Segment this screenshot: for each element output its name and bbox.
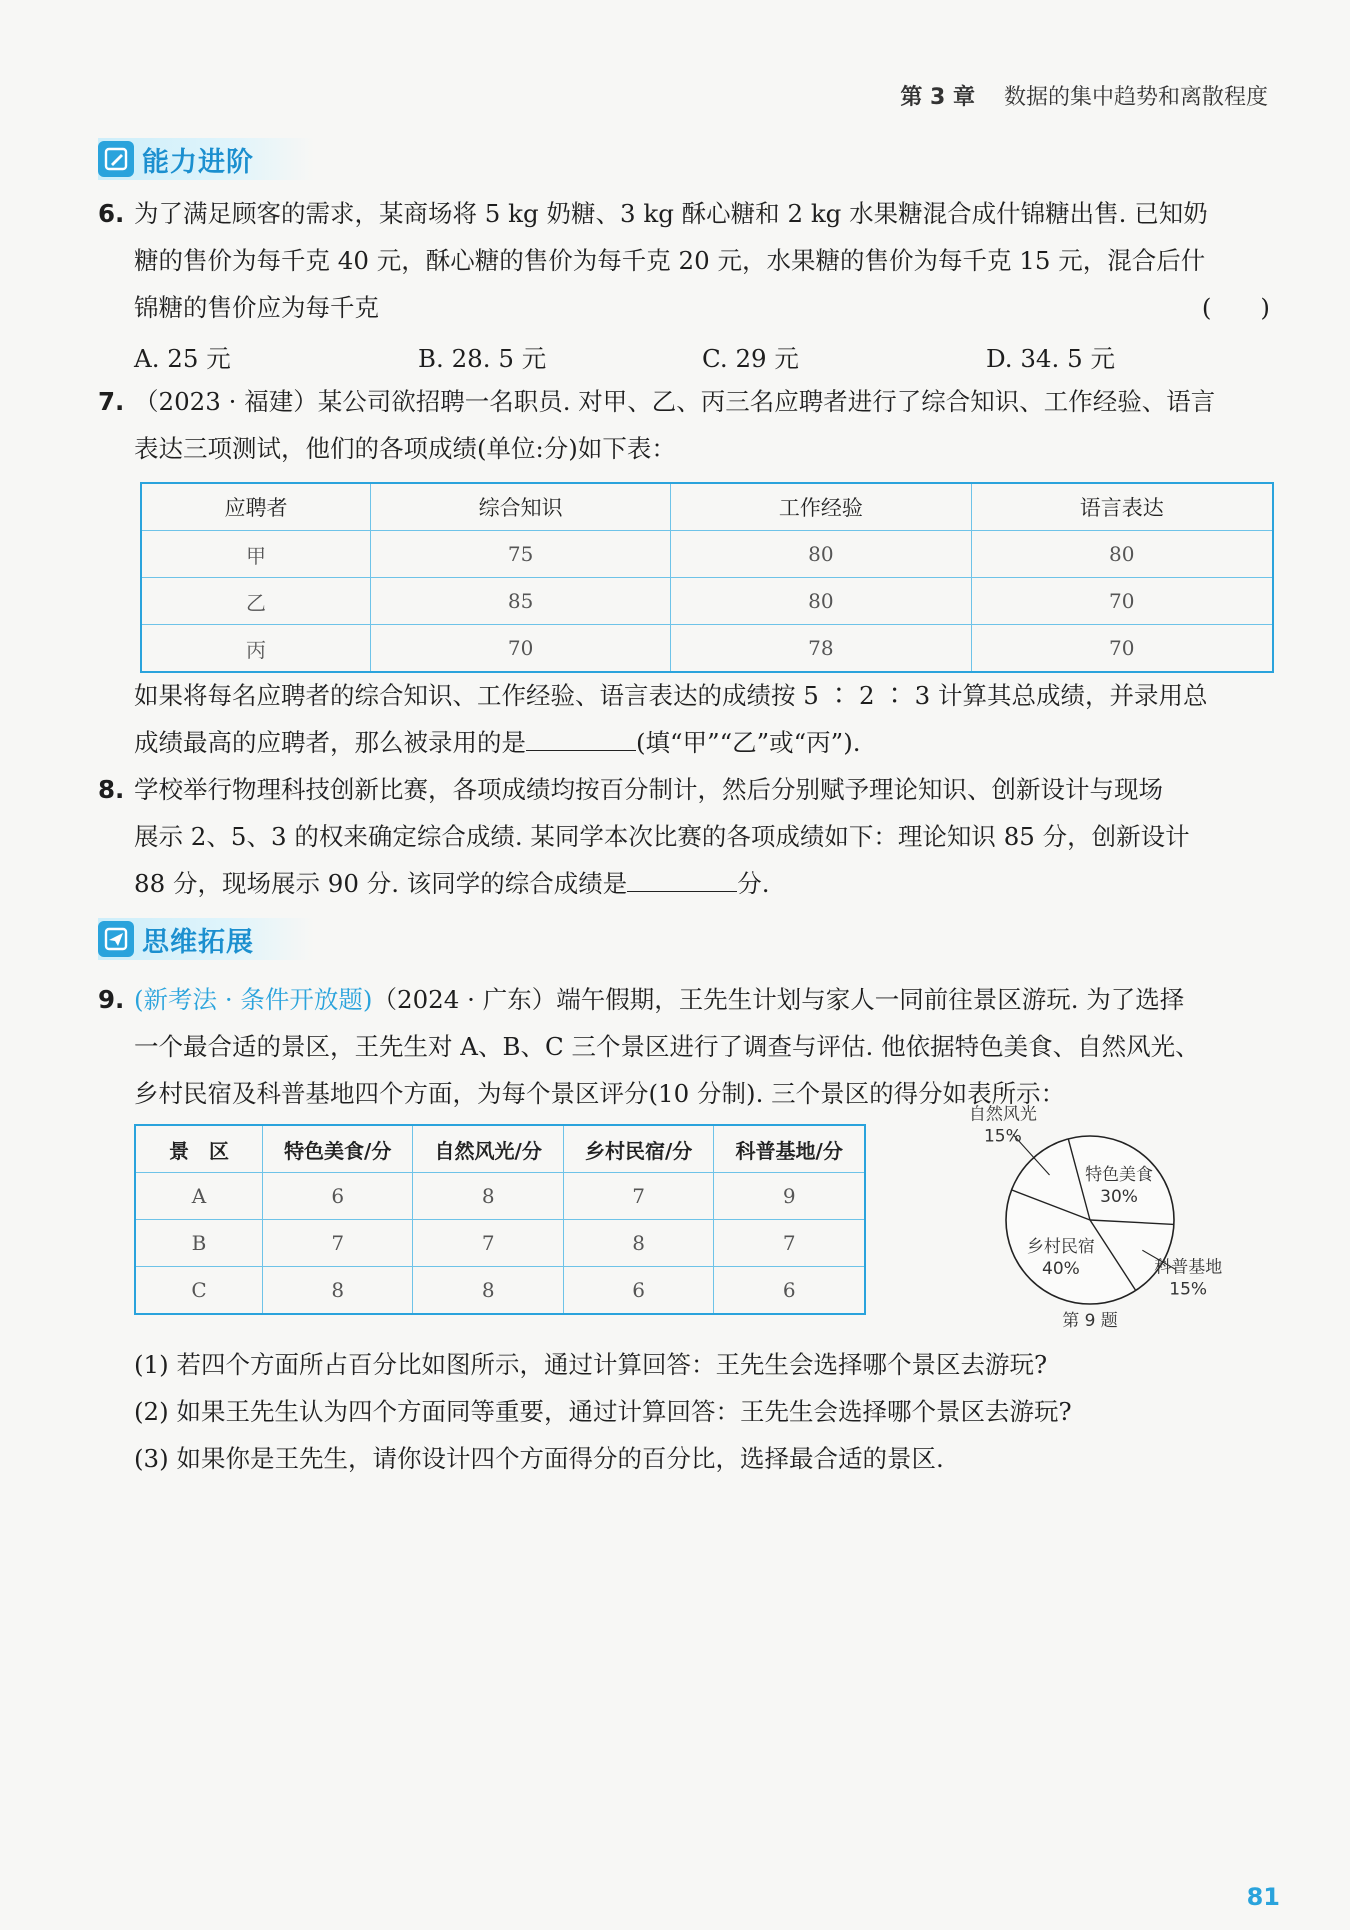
pie-percent-label: 15% <box>1169 1279 1208 1300</box>
option-c: C. 29 元 <box>702 344 799 373</box>
pie-slice-label <box>1154 1258 1222 1300</box>
question-number: 6. <box>98 199 125 228</box>
question-text-line: 锦糖的售价应为每千克 <box>134 293 379 322</box>
paper-plane-icon <box>98 921 134 957</box>
table-cell: 7 <box>563 1173 713 1220</box>
question-text-line: 一个最合适的景区，王先生对 A、B、C 三个景区进行了调查与评估. 他依据特色美食、自然风光、 <box>134 1032 1200 1061</box>
table-header-cell: 特色美食/分 <box>263 1125 413 1173</box>
table-row <box>141 578 1273 625</box>
table-header-cell: 语言表达 <box>971 483 1273 531</box>
table-cell: 75 <box>371 531 671 578</box>
question-text-line: (填“甲”“乙”或“丙”). <box>636 728 861 757</box>
table-cell: 70 <box>971 625 1273 673</box>
table-cell: 乙 <box>141 578 371 625</box>
section-heading-thinking <box>98 918 314 960</box>
table-header-cell: 应聘者 <box>141 483 371 531</box>
pie-category-label: 科普基地 <box>1154 1257 1223 1278</box>
table-cell: 6 <box>714 1267 865 1315</box>
question-text-line: 88 分，现场展示 90 分. 该同学的综合成绩是 <box>134 869 628 898</box>
question-number: 7. <box>98 387 125 416</box>
table-header-cell: 综合知识 <box>371 483 671 531</box>
table-row <box>135 1267 865 1315</box>
pie-percent-label: 30% <box>1100 1187 1138 1208</box>
table-header-cell: 科普基地/分 <box>714 1125 865 1173</box>
table-row <box>141 625 1273 673</box>
table-header-cell: 工作经验 <box>671 483 971 531</box>
question-tag: (新考法 · 条件开放题) <box>134 985 373 1014</box>
section-label: 思维拓展 <box>142 926 254 958</box>
table-cell: 80 <box>671 531 971 578</box>
question-text-line: 糖的售价为每千克 40 元，酥心糖的售价为每千克 20 元，水果糖的售价为每千克 15 元，混合后什 <box>134 246 1206 275</box>
pie-category-label: 乡村民宿 <box>1026 1236 1095 1257</box>
table-cell: 7 <box>714 1220 865 1267</box>
table-cell: 8 <box>413 1173 563 1220</box>
table-cell: 80 <box>671 578 971 625</box>
subquestion-1: (1) 若四个方面所占百分比如图所示，通过计算回答：王先生会选择哪个景区去游玩? <box>134 1350 1048 1379</box>
question-text-line: 为了满足顾客的需求，某商场将 5 kg 奶糖、3 kg 酥心糖和 2 kg 水果糖混合成什锦糖出售. 已知奶 <box>134 199 1208 228</box>
question-text-line: 如果将每名应聘者的综合知识、工作经验、语言表达的成绩按 5 ∶ 2 ∶ 3 计算其总成绩，并录用总 <box>134 681 1208 710</box>
pie-percent-label: 40% <box>1042 1258 1080 1279</box>
question-number: 8. <box>98 775 125 804</box>
table-header-cell: 景 区 <box>135 1125 263 1173</box>
question-text-line: （2024 · 广东）端午假期，王先生计划与家人一同前往景区游玩. 为了选择 <box>372 985 1185 1014</box>
figure-caption: 第 9 题 <box>1062 1311 1118 1331</box>
table-cell: B <box>135 1220 263 1267</box>
question-7-continued <box>98 672 1270 766</box>
table-row <box>141 531 1273 578</box>
table-cell: A <box>135 1173 263 1220</box>
pie-category-label: 特色美食 <box>1085 1165 1154 1186</box>
question-6 <box>98 190 1270 331</box>
pie-category-label: 自然风光 <box>968 1104 1037 1125</box>
answer-blank <box>627 861 737 892</box>
table-cell: 78 <box>671 625 971 673</box>
option-b: B. 28. 5 元 <box>418 344 547 373</box>
question-text-line: 分. <box>737 869 770 898</box>
table-row <box>135 1220 865 1267</box>
table-cell: 80 <box>971 531 1273 578</box>
table-cell: 丙 <box>141 625 371 673</box>
table-row <box>135 1173 865 1220</box>
question-text-line: 成绩最高的应聘者，那么被录用的是 <box>134 728 526 757</box>
page-header <box>900 80 1268 111</box>
pie-percent-label: 15% <box>983 1126 1022 1147</box>
question-text-line: 表达三项测试，他们的各项成绩(单位:分)如下表： <box>134 434 676 463</box>
table-header-row <box>141 483 1273 531</box>
table-cell: 甲 <box>141 531 371 578</box>
table-cell: 70 <box>371 625 671 673</box>
table-header-cell: 乡村民宿/分 <box>563 1125 713 1173</box>
table-header-row <box>135 1125 865 1173</box>
table-cell: 6 <box>563 1267 713 1315</box>
table-cell: 85 <box>371 578 671 625</box>
subquestion-2: (2) 如果王先生认为四个方面同等重要，通过计算回答：王先生会选择哪个景区去游玩? <box>134 1397 1072 1426</box>
table-header-cell: 自然风光/分 <box>413 1125 563 1173</box>
answer-parentheses: ( ) <box>1201 293 1270 322</box>
question-8 <box>98 766 1270 907</box>
question-9 <box>98 976 1270 1117</box>
pie-slice-label <box>969 1104 1037 1146</box>
page-number: 81 <box>1246 1883 1280 1911</box>
answer-blank <box>526 720 636 751</box>
table-cell: 8 <box>563 1220 713 1267</box>
scores-table <box>140 482 1274 673</box>
question-7 <box>98 378 1270 472</box>
options-row <box>134 340 1270 375</box>
pencil-icon <box>98 141 134 177</box>
section-label: 能力进阶 <box>142 146 254 178</box>
pie-chart <box>910 1104 1280 1340</box>
section-heading-ability <box>98 138 314 180</box>
table-cell: 7 <box>263 1220 413 1267</box>
option-a: A. 25 元 <box>134 344 231 373</box>
option-d: D. 34. 5 元 <box>986 344 1115 373</box>
table-cell: 9 <box>714 1173 865 1220</box>
question-number: 9. <box>98 985 125 1014</box>
table-cell: C <box>135 1267 263 1315</box>
question-text-line: 学校举行物理科技创新比赛，各项成绩均按百分制计，然后分别赋予理论知识、创新设计与现场 <box>134 775 1163 804</box>
table-cell: 6 <box>263 1173 413 1220</box>
table-cell: 70 <box>971 578 1273 625</box>
subquestion-3: (3) 如果你是王先生，请你设计四个方面得分的百分比，选择最合适的景区. <box>134 1444 944 1473</box>
chapter-number: 第 3 章 <box>900 85 975 110</box>
table-cell: 8 <box>263 1267 413 1315</box>
question-text-line: （2023 · 福建）某公司欲招聘一名职员. 对甲、乙、丙三名应聘者进行了综合知识、工作经验、语言 <box>134 387 1216 416</box>
scenic-scores-table <box>134 1124 866 1315</box>
chapter-title: 数据的集中趋势和离散程度 <box>1003 85 1268 110</box>
table-cell: 7 <box>413 1220 563 1267</box>
question-text-line: 乡村民宿及科普基地四个方面，为每个景区评分(10 分制). 三个景区的得分如表所示： <box>134 1079 1066 1108</box>
table-cell: 8 <box>413 1267 563 1315</box>
question-text-line: 展示 2、5、3 的权来确定综合成绩. 某同学本次比赛的各项成绩如下：理论知识 85 分，创新设计 <box>134 822 1190 851</box>
